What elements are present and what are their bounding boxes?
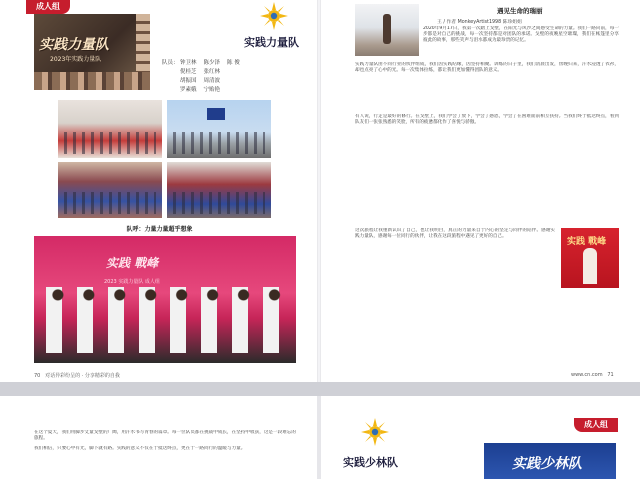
- team-title: 实践少林队: [343, 456, 398, 469]
- member-name: 钟卫林: [180, 60, 197, 66]
- member-name: 陈 俊: [227, 60, 240, 66]
- stage-screen-title: 实践 戰峰: [106, 256, 159, 270]
- article-byline: 王 / 作者 MonkeyArtist1998 陈珍姐姐: [437, 20, 522, 25]
- member-name: 罗素娥: [180, 87, 197, 93]
- member-name: 胡振国: [180, 78, 197, 84]
- cover-title: 实践力量队: [39, 37, 109, 53]
- desert-flag-photo: [167, 100, 271, 158]
- team-cover-photo: [484, 443, 616, 479]
- team-banner-photo: [58, 162, 162, 218]
- article-paragraph: 我们相信，只要心中有光，脚下就有路。实践的意义不仅在于抵达终点，更在于一路同行的温暖与力量。: [34, 446, 246, 451]
- stage-group-photo: [34, 236, 296, 363]
- page-number-value: 71: [607, 372, 614, 378]
- next-left-page: [0, 396, 319, 479]
- roster-label: 队员：: [162, 60, 179, 66]
- right-page: [319, 0, 640, 382]
- roster-row: [180, 67, 220, 75]
- roster-row: [180, 76, 220, 84]
- book-spine: [317, 0, 321, 382]
- team-group-photo: [58, 100, 162, 158]
- event-poster-photo: [561, 228, 619, 288]
- page-number: [571, 372, 614, 378]
- sun-emblem-icon: [361, 418, 389, 446]
- article-paragraph: 有人说，行走是最好的修行。在戈壁上，我们学会了放下，学会了感恩，学会了在困难面前相互扶持。当我们终于抵达终点，看到队友们一张张熟悉的笑脸，所有的疲惫都化作了喜悦与骄傲。: [355, 114, 619, 126]
- group-tag: 成人组: [26, 0, 70, 14]
- roster-row: [180, 85, 220, 93]
- article-paragraph: 这次旅程让我重新认识了自己，也让我明白，真正的力量来自于内心的坚定与同伴的陪伴。感谢实践力量队，感谢每一位同行的伙伴，让我在这段旅程中遇见了更好的自己。: [355, 228, 555, 240]
- group-tag: 成人组: [574, 418, 618, 432]
- cover-member-strip: [34, 72, 150, 90]
- team-slogan-caption: 队呼：力量力量超乎想象: [126, 226, 193, 233]
- page-number-value: 70: [34, 373, 41, 379]
- member-name: 宁贻艳: [203, 87, 221, 93]
- desert-hiker-photo: [355, 4, 419, 56]
- book-spine: [317, 396, 321, 479]
- member-name: 周清波: [203, 78, 221, 84]
- sun-emblem-icon: [260, 2, 288, 30]
- page-footer-text: www.cn.com: [571, 372, 603, 378]
- team-title: 实践力量队: [244, 36, 299, 49]
- member-name: 陈少泽: [203, 60, 221, 66]
- team-cover-photo: [34, 14, 150, 90]
- page-number: [34, 372, 120, 379]
- left-page: [0, 0, 319, 382]
- page-footer-text: 对话异彩纷呈的 · 分享精彩的自我: [45, 373, 120, 379]
- next-right-page: [319, 396, 640, 479]
- article-title: 遇见生命的瑞丽: [497, 7, 543, 15]
- cover-portraits: [136, 14, 150, 72]
- poster-title: 实践 戰峰: [567, 237, 607, 247]
- team-celebration-photo: [167, 162, 271, 218]
- roster-row: [180, 58, 240, 66]
- cover-subtitle: 2023年实践力量队: [50, 56, 102, 63]
- article-paragraph: 2020年9月17日，我第一次踏上戈壁，在阳光与风沙之间感受生命的力量。我们一路向前，每一步都是对自己的挑战，每一次坚持都是对团队的承诺。戈壁的夜晚星空璀璨，我们在帐篷里分享彼此的故事，那些笑声与泪水都成为最珍贵的记忆。: [423, 26, 619, 44]
- member-name: 张红林: [203, 69, 221, 75]
- member-name: 倪桂芝: [180, 69, 197, 75]
- cover-title: 实践少林队: [512, 456, 582, 472]
- article-paragraph: 在这个夏天，我们用脚步丈量戈壁的广阔，用汗水书写青春的篇章。每一位队员都在挑战中成长，在坚持中收获，这是一段难忘的旅程。: [34, 430, 296, 442]
- article-paragraph: 实践力量队由不同行业的伙伴组成，我们因实践结缘，因坚持相聚。训练的日子里，我们清晨出发，傍晚归来，汗水浸透了衣衫，却也点亮了心中的光。每一次集体拉练，都让我们更加懂得团队的意义。: [355, 62, 619, 74]
- stage-screen-subtitle: 2023 实践力量队 成人组: [104, 279, 160, 285]
